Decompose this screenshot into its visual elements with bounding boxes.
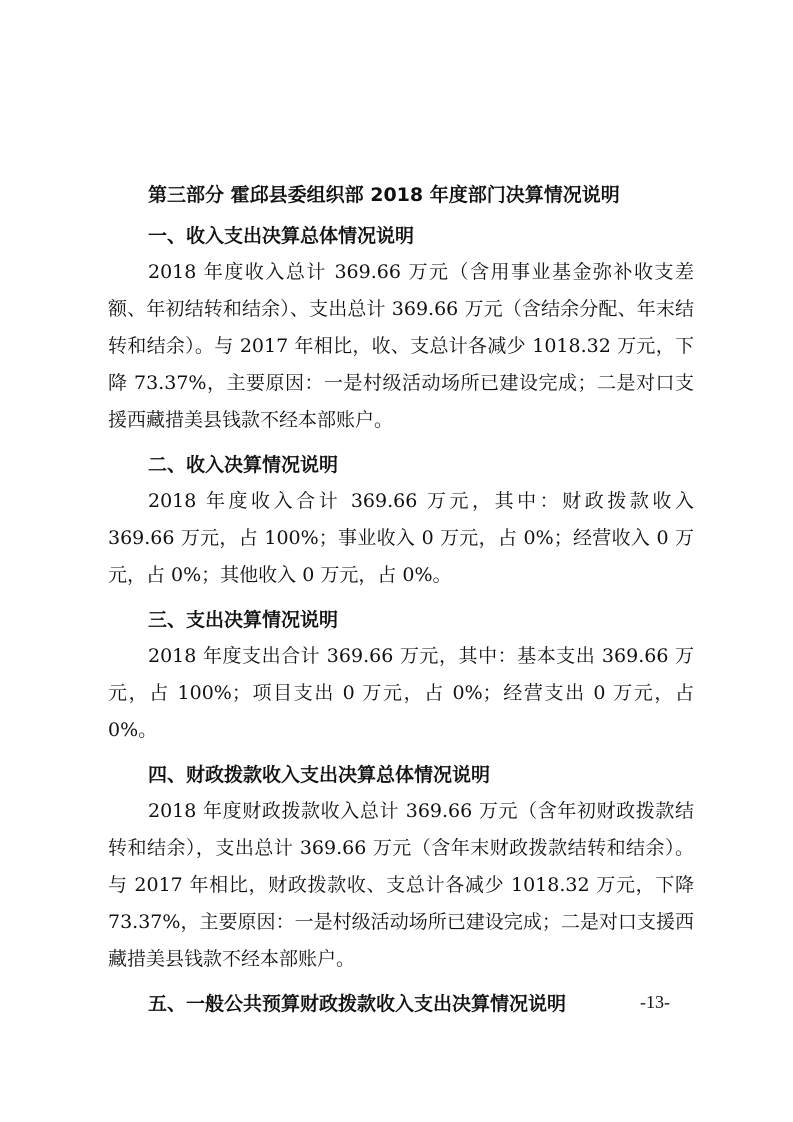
section-paragraph-1: 2018 年度收入总计 369.66 万元（含用事业基金弥补收支差额、年初结转和结余）、支出总计 369.66 万元（含结余分配、年末结转和结余）。与 2017 年相比，收、支总计各减少 1018.32 万元，下降 73.37%，主要原因：一是村级活动场所已建设完成；二是对口支援西藏措美县钱款不经本部账户。 [108, 261, 694, 431]
section-heading-4: 四、财政拨款收入支出决算总体情况说明 [148, 764, 491, 786]
section-paragraph-4: 2018 年度财政拨款收入总计 369.66 万元（含年初财政拨款结转和结余），支出总计 369.66 万元（含年末财政拨款结转和结余）。与 2017 年相比，财政拨款收、支总计各减少 1018.32 万元，下降 73.37%，主要原因：一是村级活动场所已建设完成；二是对口支援西藏措美县钱款不经本部账户。 [108, 800, 694, 970]
document-body [108, 180, 694, 1022]
page-number: -13- [640, 992, 670, 1012]
section-heading-5: 五、一般公共预算财政拨款收入支出决算情况说明 [148, 993, 567, 1015]
section-heading-3: 三、支出决算情况说明 [148, 609, 339, 631]
section-paragraph-3: 2018 年度支出合计 369.66 万元，其中：基本支出 369.66 万元，占 100%；项目支出 0 万元，占 0%；经营支出 0 万元，占 0%。 [108, 645, 694, 741]
section-heading-2: 二、收入决算情况说明 [148, 454, 339, 476]
section-heading-1: 一、收入支出决算总体情况说明 [148, 225, 415, 247]
section-paragraph-2: 2018 年度收入合计 369.66 万元，其中：财政拨款收入 369.66 万元，占 100%；事业收入 0 万元，占 0%；经营收入 0 万元，占 0%；其他收入 0 万元，占 0%。 [108, 490, 694, 586]
part-title: 第三部分 霍邱县委组织部 2018 年度部门决算情况说明 [148, 184, 620, 206]
